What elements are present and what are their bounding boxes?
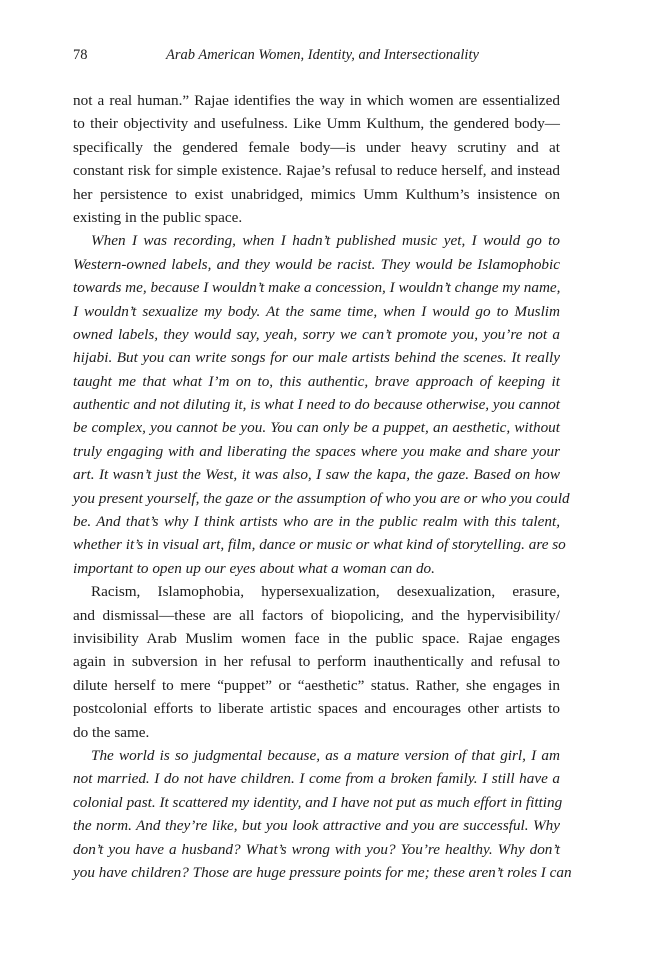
text-line: the norm. And they’re like, but you look attractive and you are successful. Why (73, 817, 560, 835)
text-line: do the same. (73, 723, 150, 741)
body-text (73, 89, 572, 884)
text-line: towards me, because I wouldn’t make a concession, I wouldn’t change my name, (73, 279, 561, 297)
text-line: hijabi. But you can write songs for our male artists behind the scenes. It really (73, 349, 560, 367)
text-line: owned labels, they would say, yeah, sorry we can’t promote you, you’re not a (73, 325, 560, 343)
text-line: and dismissal—these are all factors of biopolicing, and the hypervisibility/ (73, 606, 560, 624)
block-quote-paragraph (73, 744, 572, 884)
text-line: taught me that what I’m on to, this authentic, brave approach of keeping it (73, 372, 560, 390)
text-line: existing in the public space. (73, 208, 243, 226)
text-line: Racism, Islamophobia, hypersexualization, desexualization, erasure, (91, 583, 560, 601)
text-line: again in subversion in her refusal to perform inauthentically and refusal to (73, 653, 560, 671)
text-line: not married. I do not have children. I come from a broken family. I still have a (73, 770, 560, 788)
running-head (73, 44, 560, 66)
text-line: invisibility Arab Muslim women face in the public space. Rajae engages (73, 629, 560, 647)
text-line: colonial past. It scattered my identity, and I have not put as much effort in fitting (73, 793, 563, 811)
text-line: not a real human.” Rajae identifies the way in which women are essentialized (73, 92, 560, 109)
text-line: When I was recording, when I hadn’t published music yet, I would go to (91, 232, 560, 250)
text-line: Western-owned labels, and they would be racist. They would be Islamophobic (73, 255, 560, 273)
body-paragraph (73, 89, 560, 229)
text-line: dilute herself to mere “puppet” or “aesthetic” status. Rather, she engages in (73, 676, 560, 694)
text-line: The world is so judgmental because, as a mature version of that girl, I am (91, 746, 560, 764)
text-line: truly engaging with and liberating the spaces where you make and share your (73, 442, 560, 460)
text-line: you have children? Those are huge pressure points for me; these aren’t roles I can (73, 863, 572, 881)
page-number: 78 (73, 47, 88, 63)
text-line: authentic and not diluting it, is what I need to do because otherwise, you cannot (73, 396, 560, 414)
text-line: don’t you have a husband? What’s wrong with you? You’re healthy. Why don’t (73, 840, 560, 858)
text-line: her persistence to exist unabridged, mimics Umm Kulthum’s insistence on (73, 185, 560, 203)
text-line: to their objectivity and usefulness. Like Umm Kulthum, the gendered body— (73, 115, 560, 133)
text-line: art. It wasn’t just the West, it was also, I saw the kapa, the gaze. Based on how (73, 466, 560, 484)
text-line: you present yourself, the gaze or the assumption of who you are or who you could (73, 489, 570, 507)
text-line: be. And that’s why I think artists who are in the public realm with this talent, (73, 513, 560, 531)
text-line: be complex, you cannot be you. You can only be a puppet, an aesthetic, without (73, 419, 560, 437)
text-line: whether it’s in visual art, film, dance or music or what kind of storytelling. are so (73, 536, 566, 554)
text-line: specifically the gendered female body—is under heavy scrutiny and at (73, 138, 560, 156)
body-paragraph (73, 580, 560, 744)
text-line: postcolonial efforts to liberate artistic spaces and encourages other artists to (73, 700, 560, 718)
running-title: Arab American Women, Identity, and Intersectionality (166, 47, 479, 63)
text-line: constant risk for simple existence. Rajae’s refusal to reduce herself, and instead (73, 162, 560, 180)
text-line: important to open up our eyes about what a woman can do. (73, 559, 435, 577)
block-quote-paragraph (73, 229, 570, 580)
text-line: I wouldn’t sexualize my body. At the same time, when I would go to Muslim (73, 302, 560, 320)
